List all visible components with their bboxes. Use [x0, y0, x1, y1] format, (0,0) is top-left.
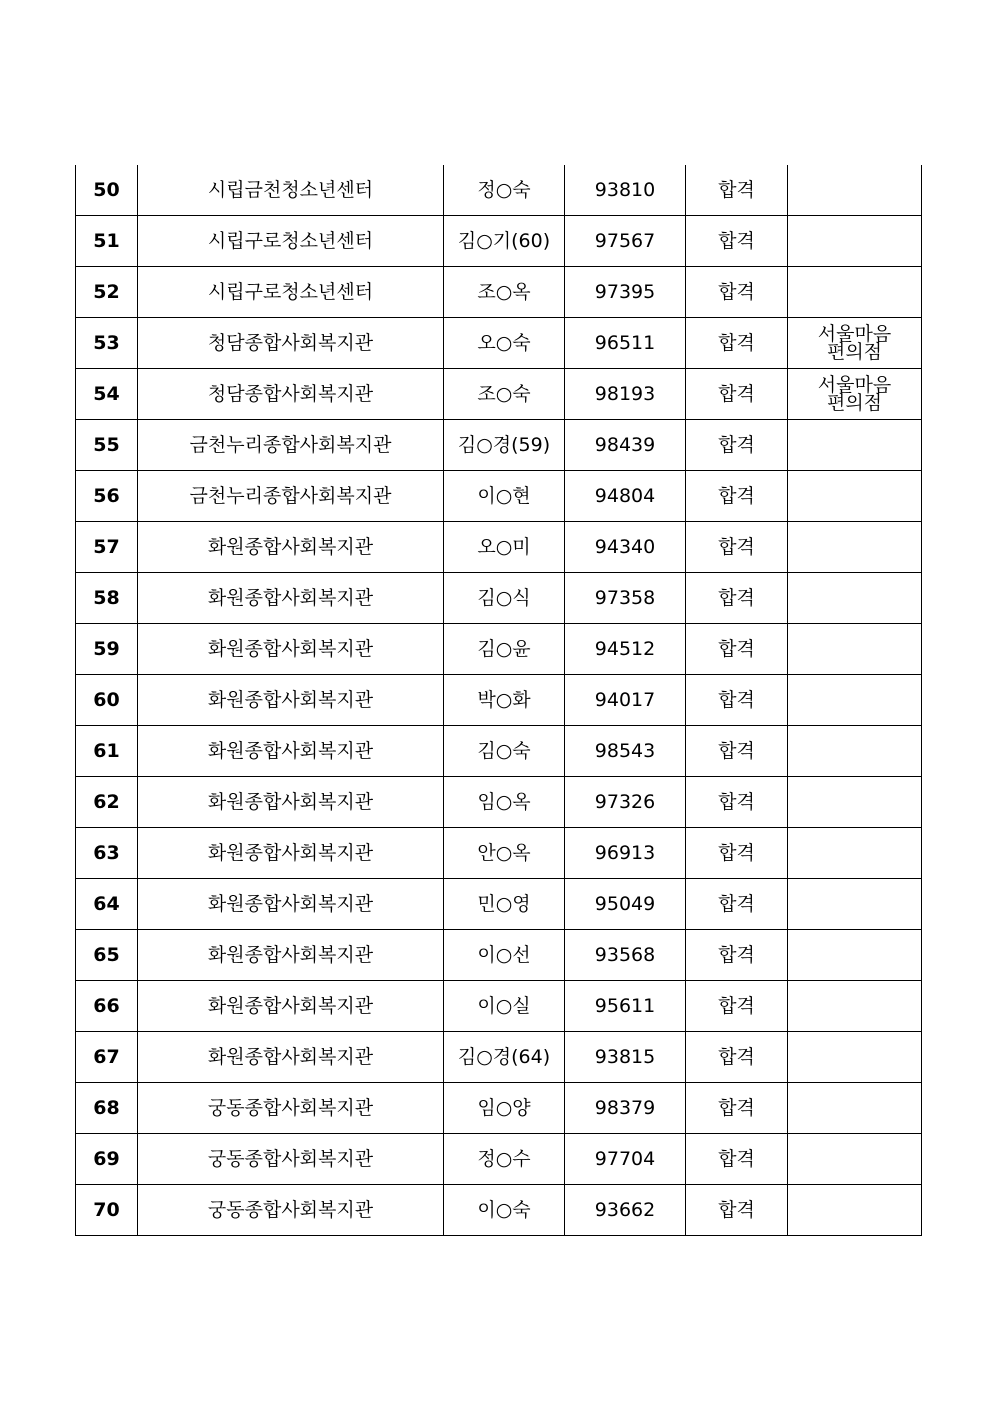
- id-number-cell: 97326: [565, 777, 686, 828]
- note-cell: [788, 420, 922, 471]
- note-cell: [788, 1185, 922, 1236]
- result-cell: 합격: [686, 267, 788, 318]
- table-row: [76, 522, 922, 573]
- id-number-cell: 93815: [565, 1032, 686, 1083]
- note-cell: [788, 726, 922, 777]
- row-number: 51: [76, 216, 138, 267]
- table-row: [76, 675, 922, 726]
- organization-cell: 화원종합사회복지관: [138, 624, 444, 675]
- table-row: [76, 573, 922, 624]
- row-number: 68: [76, 1083, 138, 1134]
- row-number: 65: [76, 930, 138, 981]
- row-number: 55: [76, 420, 138, 471]
- id-number-cell: 97567: [565, 216, 686, 267]
- result-cell: 합격: [686, 777, 788, 828]
- organization-cell: 궁동종합사회복지관: [138, 1185, 444, 1236]
- id-number-cell: 97358: [565, 573, 686, 624]
- table-row: [76, 267, 922, 318]
- name-cell: 조○숙: [444, 369, 565, 420]
- row-number: 60: [76, 675, 138, 726]
- note-cell: [788, 675, 922, 726]
- result-cell: 합격: [686, 1134, 788, 1185]
- table-row: [76, 624, 922, 675]
- note-cell: [788, 165, 922, 216]
- organization-cell: 시립구로청소년센터: [138, 216, 444, 267]
- result-cell: 합격: [686, 420, 788, 471]
- result-cell: 합격: [686, 1185, 788, 1236]
- result-cell: 합격: [686, 471, 788, 522]
- note-cell: [788, 267, 922, 318]
- id-number-cell: 94017: [565, 675, 686, 726]
- table-row: [76, 777, 922, 828]
- organization-cell: 금천누리종합사회복지관: [138, 420, 444, 471]
- note-cell: [788, 471, 922, 522]
- organization-cell: 화원종합사회복지관: [138, 675, 444, 726]
- row-number: 69: [76, 1134, 138, 1185]
- table-row: [76, 420, 922, 471]
- name-cell: 조○옥: [444, 267, 565, 318]
- note-cell: [788, 1083, 922, 1134]
- table-row: [76, 879, 922, 930]
- organization-cell: 화원종합사회복지관: [138, 726, 444, 777]
- table-row: [76, 1032, 922, 1083]
- name-cell: 김○숙: [444, 726, 565, 777]
- table-row: [76, 726, 922, 777]
- organization-cell: 청담종합사회복지관: [138, 369, 444, 420]
- id-number-cell: 94512: [565, 624, 686, 675]
- name-cell: 김○경(59): [444, 420, 565, 471]
- id-number-cell: 98193: [565, 369, 686, 420]
- results-table: [75, 165, 922, 1236]
- organization-cell: 청담종합사회복지관: [138, 318, 444, 369]
- row-number: 50: [76, 165, 138, 216]
- row-number: 66: [76, 981, 138, 1032]
- note-cell: [788, 777, 922, 828]
- name-cell: 김○윤: [444, 624, 565, 675]
- name-cell: 김○경(64): [444, 1032, 565, 1083]
- row-number: 64: [76, 879, 138, 930]
- table-row: [76, 471, 922, 522]
- organization-cell: 화원종합사회복지관: [138, 879, 444, 930]
- note-cell: [788, 981, 922, 1032]
- row-number: 70: [76, 1185, 138, 1236]
- result-cell: 합격: [686, 522, 788, 573]
- note-cell: [788, 369, 922, 420]
- id-number-cell: 96511: [565, 318, 686, 369]
- organization-cell: 시립금천청소년센터: [138, 165, 444, 216]
- table-row: [76, 1134, 922, 1185]
- note-cell: [788, 828, 922, 879]
- id-number-cell: 96913: [565, 828, 686, 879]
- table-row: [76, 369, 922, 420]
- table-row: [76, 318, 922, 369]
- result-cell: 합격: [686, 573, 788, 624]
- result-cell: 합격: [686, 726, 788, 777]
- organization-cell: 화원종합사회복지관: [138, 1032, 444, 1083]
- organization-cell: 화원종합사회복지관: [138, 522, 444, 573]
- result-cell: 합격: [686, 1083, 788, 1134]
- row-number: 59: [76, 624, 138, 675]
- result-cell: 합격: [686, 930, 788, 981]
- result-cell: 합격: [686, 369, 788, 420]
- id-number-cell: 98379: [565, 1083, 686, 1134]
- result-cell: 합격: [686, 981, 788, 1032]
- note-cell: [788, 930, 922, 981]
- name-cell: 오○숙: [444, 318, 565, 369]
- id-number-cell: 93810: [565, 165, 686, 216]
- note-line: 서울마음: [817, 323, 892, 345]
- result-cell: 합격: [686, 675, 788, 726]
- name-cell: 이○실: [444, 981, 565, 1032]
- name-cell: 안○옥: [444, 828, 565, 879]
- name-cell: 김○기(60): [444, 216, 565, 267]
- row-number: 54: [76, 369, 138, 420]
- name-cell: 오○미: [444, 522, 565, 573]
- note-line: 편의점: [826, 341, 883, 363]
- id-number-cell: 97704: [565, 1134, 686, 1185]
- id-number-cell: 93568: [565, 930, 686, 981]
- row-number: 56: [76, 471, 138, 522]
- result-cell: 합격: [686, 216, 788, 267]
- note-cell: [788, 318, 922, 369]
- id-number-cell: 97395: [565, 267, 686, 318]
- name-cell: 임○양: [444, 1083, 565, 1134]
- table-row: [76, 930, 922, 981]
- row-number: 58: [76, 573, 138, 624]
- note-cell: [788, 1032, 922, 1083]
- organization-cell: 화원종합사회복지관: [138, 573, 444, 624]
- id-number-cell: 98543: [565, 726, 686, 777]
- name-cell: 정○숙: [444, 165, 565, 216]
- table-row: [76, 216, 922, 267]
- organization-cell: 화원종합사회복지관: [138, 981, 444, 1032]
- organization-cell: 화원종합사회복지관: [138, 930, 444, 981]
- row-number: 57: [76, 522, 138, 573]
- row-number: 53: [76, 318, 138, 369]
- row-number: 52: [76, 267, 138, 318]
- table-row: [76, 1185, 922, 1236]
- result-cell: 합격: [686, 1032, 788, 1083]
- note-cell: [788, 216, 922, 267]
- organization-cell: 화원종합사회복지관: [138, 828, 444, 879]
- result-cell: 합격: [686, 624, 788, 675]
- note-line: 편의점: [826, 392, 883, 414]
- results-table-body: [76, 165, 922, 1236]
- id-number-cell: 94340: [565, 522, 686, 573]
- result-cell: 합격: [686, 318, 788, 369]
- row-number: 61: [76, 726, 138, 777]
- row-number: 62: [76, 777, 138, 828]
- id-number-cell: 94804: [565, 471, 686, 522]
- id-number-cell: 98439: [565, 420, 686, 471]
- name-cell: 임○옥: [444, 777, 565, 828]
- name-cell: 이○숙: [444, 1185, 565, 1236]
- name-cell: 김○식: [444, 573, 565, 624]
- result-cell: 합격: [686, 879, 788, 930]
- note-cell: [788, 522, 922, 573]
- row-number: 67: [76, 1032, 138, 1083]
- id-number-cell: 95611: [565, 981, 686, 1032]
- table-row: [76, 981, 922, 1032]
- id-number-cell: 93662: [565, 1185, 686, 1236]
- result-cell: 합격: [686, 828, 788, 879]
- name-cell: 박○화: [444, 675, 565, 726]
- table-row: [76, 828, 922, 879]
- note-line: 서울마음: [817, 374, 892, 396]
- table-row: [76, 1083, 922, 1134]
- name-cell: 이○현: [444, 471, 565, 522]
- organization-cell: 금천누리종합사회복지관: [138, 471, 444, 522]
- row-number: 63: [76, 828, 138, 879]
- note-cell: [788, 879, 922, 930]
- organization-cell: 시립구로청소년센터: [138, 267, 444, 318]
- organization-cell: 궁동종합사회복지관: [138, 1134, 444, 1185]
- organization-cell: 궁동종합사회복지관: [138, 1083, 444, 1134]
- result-cell: 합격: [686, 165, 788, 216]
- name-cell: 정○수: [444, 1134, 565, 1185]
- id-number-cell: 95049: [565, 879, 686, 930]
- organization-cell: 화원종합사회복지관: [138, 777, 444, 828]
- name-cell: 이○선: [444, 930, 565, 981]
- note-cell: [788, 573, 922, 624]
- note-cell: [788, 624, 922, 675]
- note-cell: [788, 1134, 922, 1185]
- name-cell: 민○영: [444, 879, 565, 930]
- table-row: [76, 165, 922, 216]
